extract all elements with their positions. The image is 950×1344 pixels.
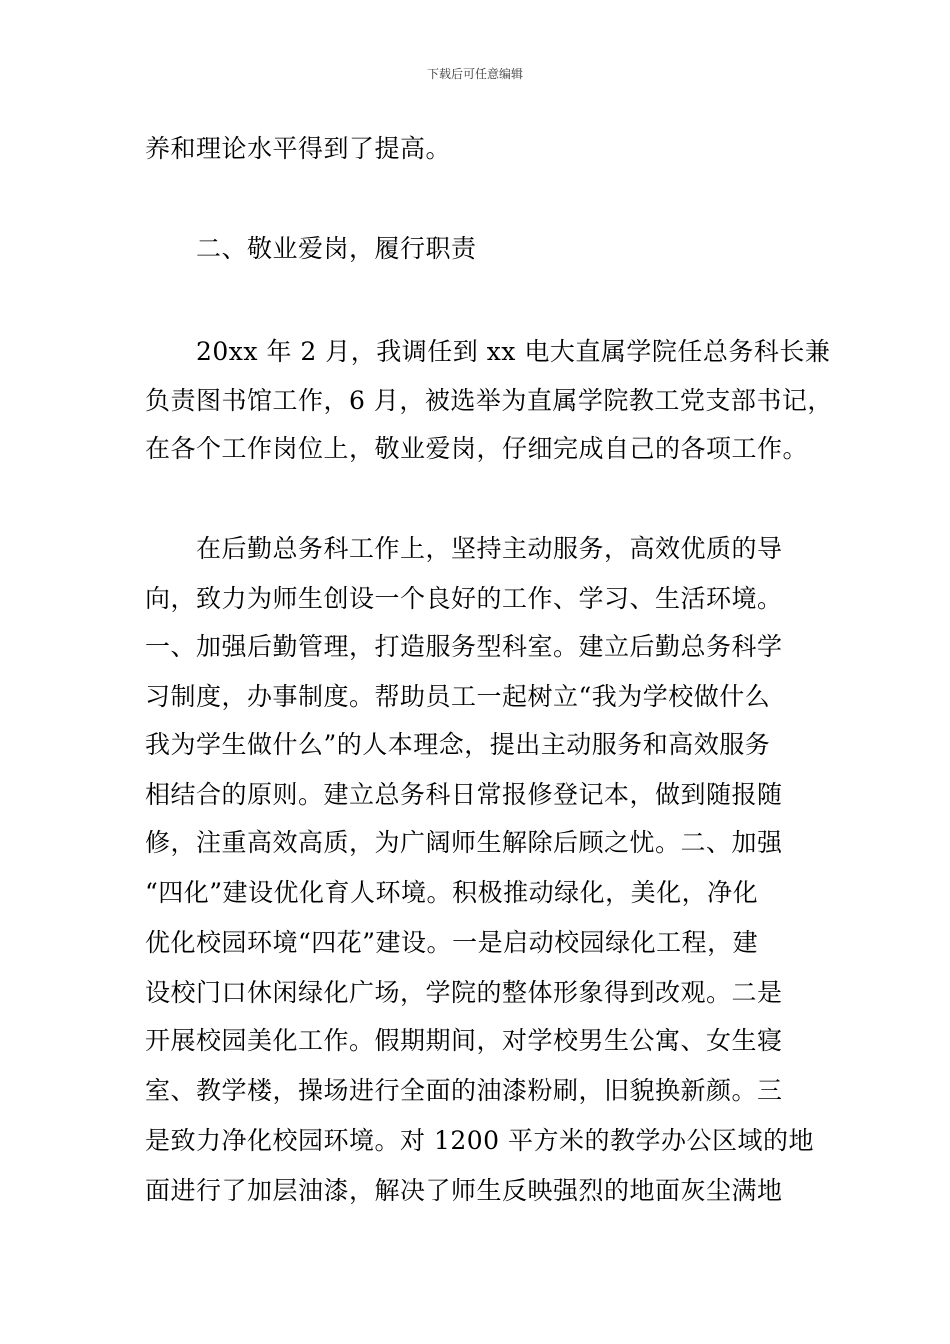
section-heading: 二、敬业爱岗，履行职责: [196, 234, 477, 263]
text-line: 优化校园环境“四花”建设。一是启动校园绿化工程，建: [145, 928, 759, 957]
text-line: 修，注重高效高质，为广阔师生解除后顾之忧。二、加强: [145, 828, 783, 857]
text-line: 在后勤总务科工作上，坚持主动服务，高效优质的导: [196, 534, 783, 563]
text-line: 习制度，办事制度。帮助员工一起树立“我为学校做什么: [145, 682, 771, 711]
text-line: 养和理论水平得到了提高。: [145, 134, 452, 163]
text-line: 设校门口休闲绿化广场，学院的整体形象得到改观。二是: [145, 978, 783, 1007]
text-line: 向，致力为师生创设一个良好的工作、学习、生活环境。: [145, 584, 783, 613]
text-line: 负责图书馆工作，6 月，被选举为直属学院教工党支部书记，: [145, 386, 833, 415]
text-line: 我为学生做什么”的人本理念，提出主动服务和高效服务: [145, 730, 771, 759]
text-line: 面进行了加层油漆，解决了师生反映强烈的地面灰尘满地: [145, 1176, 783, 1205]
text-line: 在各个工作岗位上，敬业爱岗，仔细完成自己的各项工作。: [145, 434, 809, 463]
text-line: “四化”建设优化育人环境。积极推动绿化，美化，净化: [145, 878, 759, 907]
text-line: 室、教学楼，操场进行全面的油漆粉刷，旧貌换新颜。三: [145, 1076, 783, 1105]
text-line: 开展校园美化工作。假期期间，对学校男生公寓、女生寝: [145, 1026, 783, 1055]
text-line: 20xx 年 2 月，我调任到 xx 电大直属学院任总务科长兼: [196, 337, 831, 366]
page-header: 下载后可任意编辑: [426, 67, 523, 81]
text-line: 是致力净化校园环境。对 1200 平方米的教学办公区域的地: [145, 1126, 815, 1155]
text-line: 相结合的原则。建立总务科日常报修登记本，做到随报随: [145, 780, 783, 809]
text-line: 一、加强后勤管理，打造服务型科室。建立后勤总务科学: [145, 632, 783, 661]
